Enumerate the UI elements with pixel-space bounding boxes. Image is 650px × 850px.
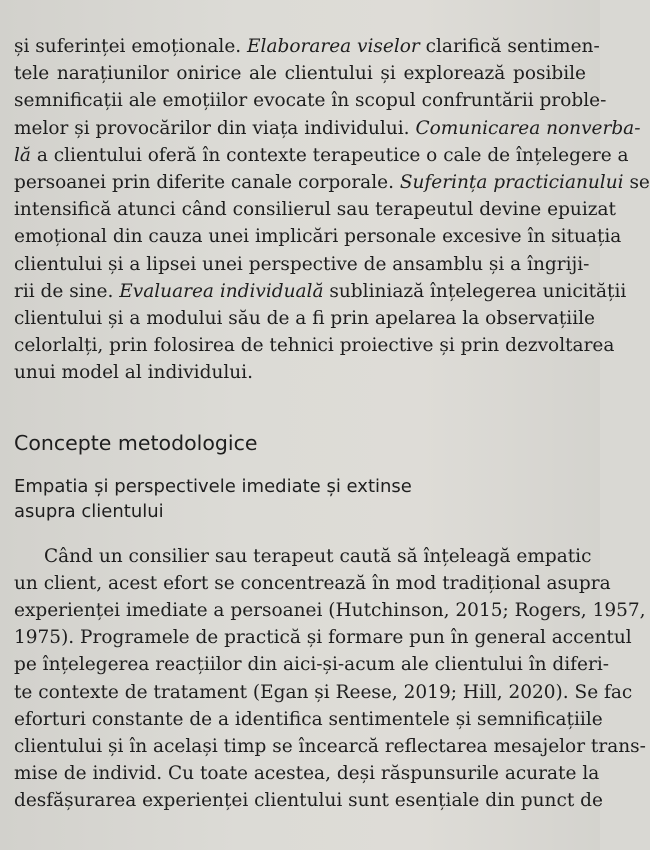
text-line: clientului și a lipsei unei perspective de ansamblu și a îngriji- (14, 253, 590, 275)
paragraph-intro (14, 33, 650, 387)
text-line: semnificații ale emoțiilor evocate în scopul confruntării proble- (14, 90, 607, 112)
text-line: un client, acest efort se concentrează în mod tradițional asupra (14, 572, 611, 594)
text-run: se (623, 172, 650, 194)
subsection-heading (14, 474, 586, 524)
text-line (14, 142, 629, 169)
text-run: și suferinței emoționale. (14, 36, 248, 57)
text-line: emoțional din cauza unei implicări personale excesive în situația (14, 226, 622, 248)
italic-term: Comunicarea nonverba- (415, 117, 641, 139)
text-line: 1975). Programele de practică și formare pun în general accentul (14, 627, 632, 649)
text-line (14, 115, 641, 142)
text-line: mise de individ. Cu toate acestea, deși răspunsurile acurate la (14, 763, 600, 785)
italic-term: lă (14, 144, 31, 166)
text-line: celorlalți, prin folosirea de tehnici proiective și prin dezvoltarea (14, 335, 615, 357)
subheading-line: asupra clientului (14, 500, 164, 522)
text-line (14, 169, 650, 196)
text-run: a clientului oferă în contexte terapeutice o cale de înțelegere a (30, 144, 629, 166)
text-line: unui model al individului. (14, 362, 253, 384)
text-run: persoanei prin diferite canale corporale. (14, 172, 400, 194)
text-line: clientului și în același timp se încearcă reflectarea mesajelor trans- (14, 736, 646, 758)
text-line: Când un consilier sau terapeut caută să înțeleagă empatic (44, 545, 592, 567)
text-run: rii de sine. (14, 280, 120, 302)
subheading-line: Empatia și perspectivele imediate și extinse (14, 475, 412, 497)
text-line (14, 33, 600, 60)
text-run: clarifică sentimen- (419, 36, 600, 57)
text-line: te contexte de tratament (Egan și Reese, 2019; Hill, 2020). Se fac (14, 681, 633, 703)
text-run: subliniază înțelegerea unicității (323, 280, 627, 302)
text-line: tele narațiunilor onirice ale clientului și explorează posibile (14, 63, 586, 85)
section-heading: Concepte metodologice (14, 430, 258, 455)
text-line: eforturi constante de a identifica sentimentele și semnificațiile (14, 708, 603, 730)
text-run: melor și provocărilor din viața individului. (14, 117, 416, 139)
paragraph-empathy (14, 543, 646, 815)
italic-term: Elaborarea viselor (247, 36, 420, 57)
text-line (14, 278, 627, 305)
italic-term: Suferința practicianului (399, 172, 624, 194)
text-line: intensifică atunci când consilierul sau terapeutul devine epuizat (14, 199, 616, 221)
text-line: clientului și a modului său de a fi prin apelarea la observațiile (14, 308, 595, 330)
text-line: experienței imediate a persoanei (Hutchinson, 2015; Rogers, 1957, (14, 600, 646, 622)
text-line: pe înțelegerea reacțiilor din aici-și-acum ale clientului în diferi- (14, 654, 609, 676)
text-line: desfășurarea experienței clientului sunt esențiale din punct de (14, 790, 603, 812)
italic-term: Evaluarea individuală (119, 280, 324, 302)
